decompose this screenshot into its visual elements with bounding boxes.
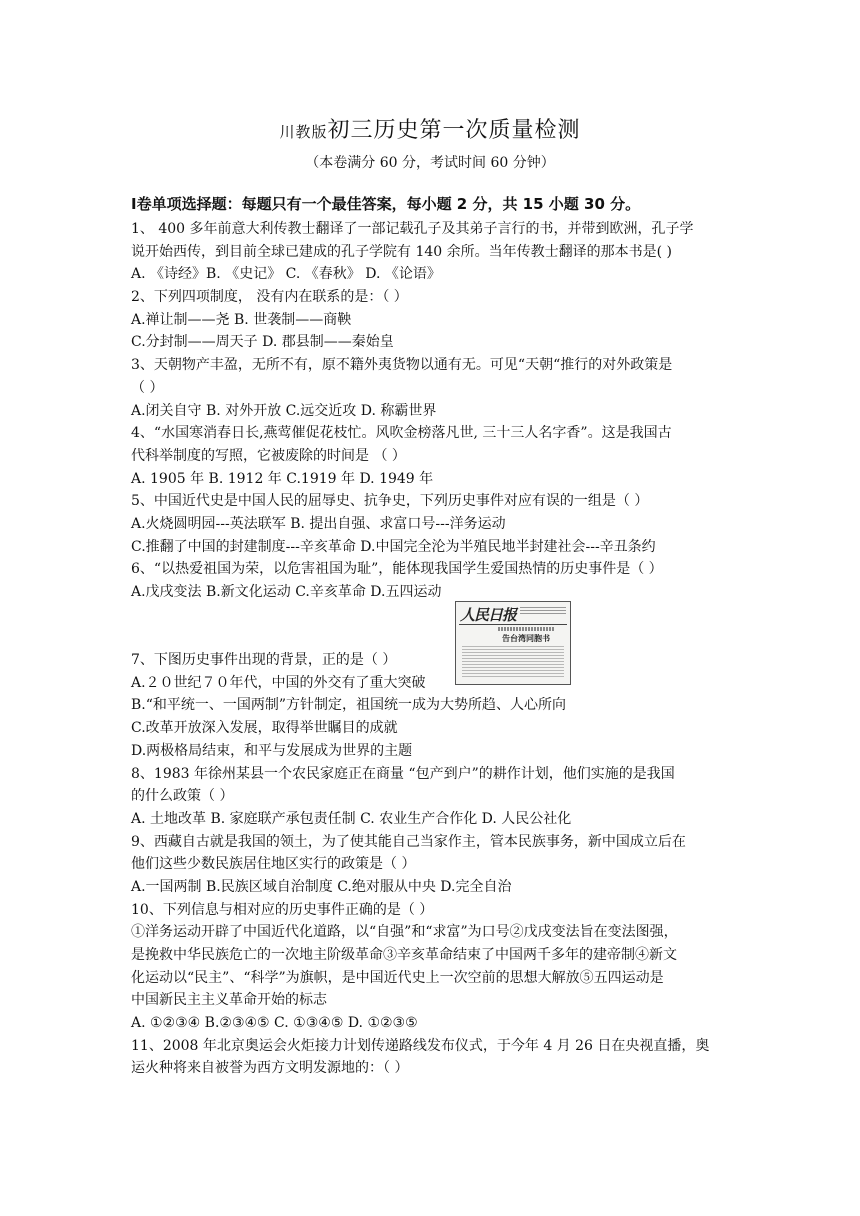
text-line: A.火烧圆明园---英法联军 B. 提出自强、求富口号---洋务运动 [131,515,506,532]
text-line: 4、“水国寒消春日长,燕莺催促花枝忙。风吹金榜落凡世, 三十三人名字香”。这是我国古 [131,425,672,442]
text-line: A. 《诗经》B. 《史记》 C. 《春秋》 D. 《论语》 [131,266,441,283]
text-line: A. 1905 年 B. 1912 年 C.1919 年 D. 1949 年 [131,470,434,487]
text-line: 9、西藏自古就是我国的领土，为了使其能自己当家作主，管本民族事务，新中国成立后在 [131,833,686,850]
text-line: 运火种将来自被誉为西方文明发源地的：（ ） [131,1060,409,1077]
newspaper-header-text [520,607,566,616]
text-line: 代科举制度的写照，它被废除的时间是 （ ） [131,447,406,464]
text-line: 8、1983 年徐州某县一个农民家庭正在商量 “包产到户”的耕作计划，他们实施的是我国 [131,765,675,782]
text-line: B.“和平统一、一国两制”方针制定，祖国统一成为大势所趋、人心所向 [131,697,567,714]
text-line: 化运动以“民主”、“科学”为旗帜，是中国近代史上一次空前的思想大解放⑤五四运动是 [131,969,664,986]
text-line: A.戊戌变法 B.新文化运动 C.辛亥革命 D.五四运动 [131,584,442,600]
question-body [131,218,731,1080]
exam-title [0,113,860,144]
text-line: 说开始西传，到目前全球已建成的孔子学院有 140 余所。当年传教士翻译的那本书是( ) [131,243,672,260]
text-line [131,626,731,649]
text-line: D.两极格局结束，和平与发展成为世界的主题 [131,742,413,759]
text-line: 7、下图历史事件出现的背景，正的是（ ） [131,652,397,669]
text-line: A. ①②③④ B.②③④⑤ C. ①③④⑤ D. ①②③⑤ [131,1015,418,1032]
text-line: A.２０世纪７０年代，中国的外交有了重大突破 [131,674,426,691]
text-line: 中国新民主主义革命开始的标志 [131,992,327,1009]
section-heading: Ⅰ卷单项选择题：每题只有一个最佳答案，每小题 2 分，共 15 小题 30 分。 [131,195,641,213]
text-line: （ ） [131,379,164,396]
title-prefix: 川教版 [279,123,328,141]
text-line: 他们这些少数民族居住地区实行的政策是（ ） [131,856,416,873]
text-line: 是挽救中华民族危亡的一次地主阶级革命③辛亥革命结束了中国两千多年的建帝制④新文 [131,947,677,963]
text-line: A.禅让制——尧 B. 世袭制——商鞅 [131,311,352,328]
exam-subtitle: （本卷满分 60 分，考试时间 60 分钟） [305,155,555,171]
text-line: ①洋务运动开辟了中国近代化道路，以“自强”和“求富”为口号②戊戌变法旨在变法图强， [131,924,678,941]
newspaper-body-text [462,646,564,679]
text-line [131,604,731,627]
newspaper-image [455,601,571,685]
text-line: 的什么政策（ ） [131,788,234,805]
newspaper-rule [459,624,567,625]
text-line: 6、“以热爱祖国为荣，以危害祖国为耻”，能体现我国学生爱国热情的历史事件是（ ） [131,561,663,578]
text-line: 5、中国近代史是中国人民的屈辱史、抗争史，下列历史事件对应有误的一组是（ ） [131,493,649,510]
text-line: 10、下列信息与相对应的历史事件正确的是（ ） [131,901,434,918]
text-line: C.分封制——周天子 D. 郡县制——秦始皇 [131,334,394,351]
newspaper-masthead: 人民日报 [460,606,517,624]
text-line: 1、 400 多年前意大利传教士翻译了一部记载孔子及其弟子言行的书，并带到欧洲，孔子学 [131,221,694,237]
text-line: C.推翻了中国的封建制度---辛亥革命 D.中国完全沦为半殖民地半封建社会---辛丑条约 [131,538,656,555]
newspaper-headline: 告台湾同胞书 [502,633,550,643]
text-line: 2、下列四项制度， 没有内在联系的是：（ ） [131,289,408,306]
text-line: 3、天朝物产丰盈，无所不有，原不籍外夷货物以通有无。可见“天朝“推行的对外政策是 [131,357,673,374]
text-line: C.改革开放深入发展，取得举世瞩目的成就 [131,720,398,737]
text-line: A.闭关自守 B. 对外开放 C.远交近攻 D. 称霸世界 [131,402,437,419]
title-main: 初三历史第一次质量检测 [327,118,581,143]
text-line: A.一国两制 B.民族区域自治制度 C.绝对服从中央 D.完全自治 [131,878,512,895]
text-line: 11、2008 年北京奥运会火炬接力计划传递路线发布仪式，于今年 4 月 26 日在央视直播，奥 [131,1037,710,1054]
text-line: A. 土地改革 B. 家庭联产承包责任制 C. 农业生产合作化 D. 人民公社化 [131,810,572,827]
newspaper-kicker [498,627,554,631]
